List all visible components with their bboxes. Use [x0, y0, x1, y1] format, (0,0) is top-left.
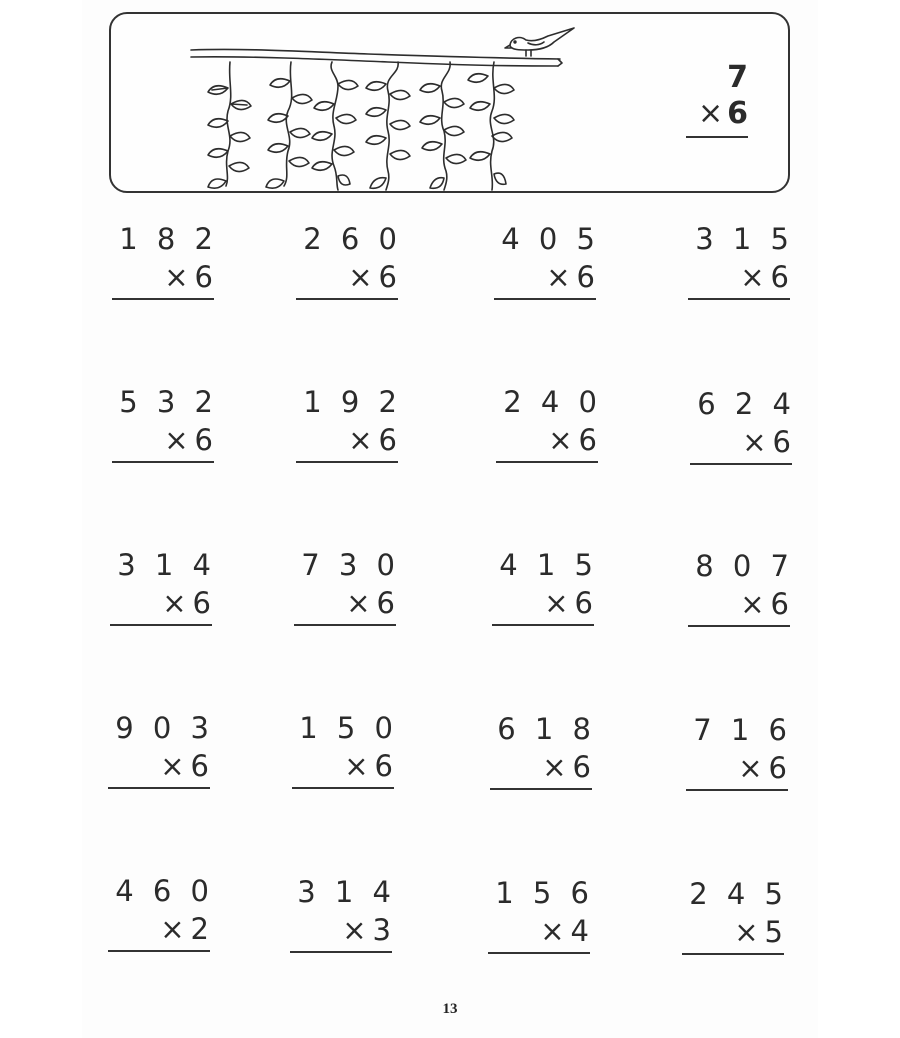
multiplier: 6 [770, 587, 794, 621]
multiplicand: 1 5 6 [495, 876, 594, 910]
problem-1 [108, 220, 218, 300]
multiplicand: 3 1 4 [117, 548, 216, 582]
multiplier: 6 [376, 586, 400, 620]
bird-icon [505, 28, 574, 56]
problem-17 [104, 872, 214, 952]
times-icon: × [740, 260, 765, 294]
multiplier-row [486, 748, 596, 786]
answer-line [682, 953, 784, 955]
page-number: 13 [442, 1001, 458, 1017]
answer-line [490, 788, 592, 790]
times-icon: × [740, 587, 765, 621]
multiplicand: 6 2 4 [697, 387, 796, 421]
times-icon: × [346, 586, 371, 620]
multiplier-row [290, 584, 400, 622]
problem-10 [290, 546, 400, 626]
problem-14 [288, 709, 398, 789]
answer-line [290, 951, 392, 953]
times-icon: × [344, 749, 369, 783]
answer-line [686, 136, 748, 138]
answer-line [488, 952, 590, 954]
multiplier: 6 [576, 260, 600, 294]
multiplier-row [490, 258, 600, 296]
times-icon: × [160, 749, 185, 783]
multiplier-row [488, 584, 598, 622]
example-problem [680, 60, 748, 138]
multiplier-row [104, 747, 214, 785]
multiplier-row [682, 749, 792, 787]
multiplicand: 7 3 0 [301, 548, 400, 582]
problem-4 [684, 220, 794, 300]
times-icon: × [162, 586, 187, 620]
multiplier: 2 [190, 912, 214, 946]
problem-19 [484, 874, 594, 954]
times-icon: × [546, 260, 571, 294]
answer-line [688, 625, 790, 627]
multiplier: 6 [378, 260, 402, 294]
answer-line [108, 787, 210, 789]
problem-8 [686, 385, 796, 465]
multiplier-row [108, 421, 218, 459]
answer-line [112, 298, 214, 300]
times-icon: × [348, 423, 373, 457]
multiplier: 6 [194, 260, 218, 294]
multiplicand: 1 8 2 [119, 222, 218, 256]
vines-bird-illustration [188, 26, 580, 191]
times-icon: × [348, 260, 373, 294]
times-icon: × [164, 260, 189, 294]
answer-line [492, 624, 594, 626]
times-icon: × [164, 423, 189, 457]
answer-line [292, 787, 394, 789]
multiplier: 6 [772, 425, 796, 459]
times-icon: × [548, 423, 573, 457]
problem-2 [292, 220, 402, 300]
multiplicand: 4 1 5 [499, 548, 598, 582]
times-icon: × [742, 425, 767, 459]
multiplier: 6 [578, 423, 602, 457]
problem-5 [108, 383, 218, 463]
multiplier-row [288, 747, 398, 785]
multiplier-row [686, 423, 796, 461]
multiplicand: 6 1 8 [497, 712, 596, 746]
answer-line [110, 624, 212, 626]
answer-line [112, 461, 214, 463]
multiplier: 6 [190, 749, 214, 783]
times-icon: × [697, 96, 724, 131]
answer-line [108, 950, 210, 952]
answer-line [688, 298, 790, 300]
answer-line [494, 298, 596, 300]
multiplier-row [678, 913, 788, 951]
multiplier: 6 [378, 423, 402, 457]
example-multiplier: 6 [727, 96, 748, 131]
multiplier: 6 [770, 260, 794, 294]
multiplier: 6 [192, 586, 216, 620]
multiplicand: 7 1 6 [693, 713, 792, 747]
multiplier: 6 [194, 423, 218, 457]
multiplier: 6 [572, 750, 596, 784]
problem-15 [486, 710, 596, 790]
problem-11 [488, 546, 598, 626]
problem-18 [286, 873, 396, 953]
times-icon: × [342, 913, 367, 947]
multiplier: 6 [768, 751, 792, 785]
times-icon: × [540, 914, 565, 948]
multiplicand: 3 1 4 [297, 875, 396, 909]
multiplier: 5 [764, 915, 788, 949]
problem-13 [104, 709, 214, 789]
answer-line [296, 461, 398, 463]
multiplicand: 8 0 7 [695, 549, 794, 583]
multiplicand: 2 6 0 [303, 222, 402, 256]
problem-3 [490, 220, 600, 300]
times-icon: × [544, 586, 569, 620]
multiplier: 3 [372, 913, 396, 947]
problem-20 [678, 875, 788, 955]
multiplicand: 4 0 5 [501, 222, 600, 256]
multiplier-row [292, 421, 402, 459]
multiplicand: 5 3 2 [119, 385, 218, 419]
multiplier: 6 [574, 586, 598, 620]
problem-7 [492, 383, 602, 463]
answer-line [294, 624, 396, 626]
multiplicand: 2 4 5 [689, 877, 788, 911]
problem-16 [682, 711, 792, 791]
multiplicand: 1 9 2 [303, 385, 402, 419]
multiplier: 6 [374, 749, 398, 783]
times-icon: × [542, 750, 567, 784]
example-multiplier-row [680, 96, 748, 132]
vines-icon [208, 62, 514, 190]
branch-icon [191, 49, 562, 66]
answer-line [296, 298, 398, 300]
answer-line [690, 463, 792, 465]
multiplicand: 3 1 5 [695, 222, 794, 256]
multiplier-row [292, 258, 402, 296]
answer-line [496, 461, 598, 463]
problem-12 [684, 547, 794, 627]
problem-6 [292, 383, 402, 463]
multiplicand: 4 6 0 [115, 874, 214, 908]
multiplier-row [108, 258, 218, 296]
multiplier-row [684, 585, 794, 623]
multiplier-row [684, 258, 794, 296]
multiplier-row [492, 421, 602, 459]
multiplier-row [286, 911, 396, 949]
times-icon: × [160, 912, 185, 946]
multiplier-row [104, 910, 214, 948]
multiplicand: 9 0 3 [115, 711, 214, 745]
answer-line [686, 789, 788, 791]
multiplier-row [106, 584, 216, 622]
times-icon: × [738, 751, 763, 785]
times-icon: × [734, 915, 759, 949]
multiplicand: 1 5 0 [299, 711, 398, 745]
multiplier-row [484, 912, 594, 950]
multiplier: 4 [570, 914, 594, 948]
example-multiplicand: 7 [727, 60, 748, 95]
problem-9 [106, 546, 216, 626]
multiplicand: 2 4 0 [503, 385, 602, 419]
